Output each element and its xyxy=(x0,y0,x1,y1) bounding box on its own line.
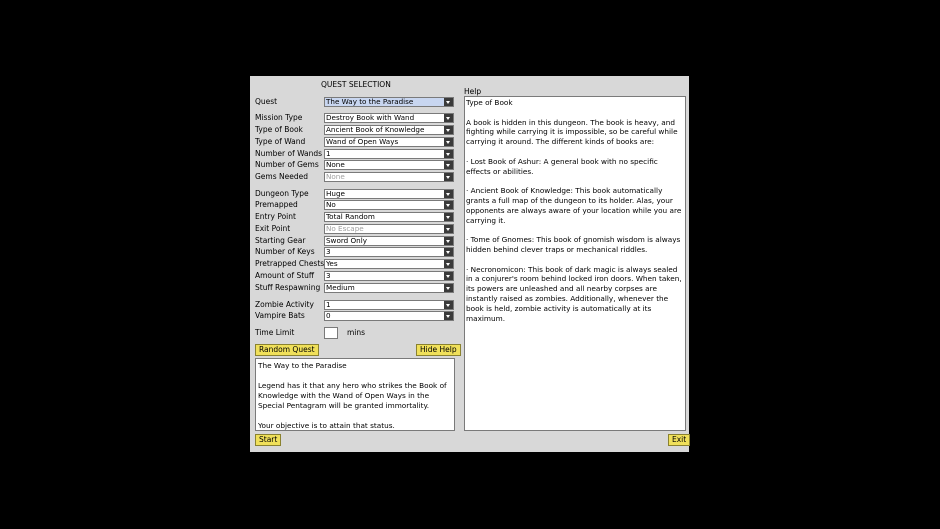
field-label: Premapped xyxy=(255,200,298,209)
field-row xyxy=(255,172,455,182)
field-value: 3 xyxy=(326,271,331,280)
dropdown-arrow-icon[interactable] xyxy=(444,260,453,268)
field-dropdown[interactable] xyxy=(324,149,454,159)
field-label: Pretrapped Chests xyxy=(255,259,325,268)
help-label: Help xyxy=(464,87,482,96)
dropdown-arrow-icon[interactable] xyxy=(444,190,453,198)
time-limit-input[interactable] xyxy=(324,327,338,339)
field-value: 1 xyxy=(326,149,331,158)
random-quest-button[interactable]: Random Quest xyxy=(255,344,319,356)
field-label: Number of Keys xyxy=(255,247,315,256)
field-dropdown[interactable] xyxy=(324,236,454,246)
field-row xyxy=(255,271,455,281)
field-value: None xyxy=(326,172,345,181)
field-dropdown[interactable] xyxy=(324,311,454,321)
field-row xyxy=(255,259,455,269)
field-value: 1 xyxy=(326,300,331,309)
field-dropdown xyxy=(324,224,454,234)
field-label: Entry Point xyxy=(255,212,296,221)
field-label: Number of Gems xyxy=(255,160,319,169)
field-label: Number of Wands xyxy=(255,149,323,158)
field-value: Wand of Open Ways xyxy=(326,137,399,146)
dropdown-arrow-icon[interactable] xyxy=(444,173,453,181)
dropdown-arrow-icon[interactable] xyxy=(444,114,453,122)
field-row xyxy=(255,224,455,234)
field-label: Zombie Activity xyxy=(255,300,314,309)
field-dropdown[interactable] xyxy=(324,113,454,123)
dropdown-arrow-icon[interactable] xyxy=(444,312,453,320)
dropdown-arrow-icon[interactable] xyxy=(444,225,453,233)
quest-description-body: Legend has it that any hero who strikes the Book of Knowledge with the Wand of Open Ways in the Special Pentagram will be granted immortality. xyxy=(258,380,447,410)
field-row xyxy=(255,236,455,246)
help-paragraph: · Lost Book of Ashur: A general book with no specific effects or abilities. xyxy=(466,156,658,176)
dropdown-arrow-icon[interactable] xyxy=(444,98,453,106)
field-label: Vampire Bats xyxy=(255,311,305,320)
dropdown-arrow-icon[interactable] xyxy=(444,126,453,134)
dropdown-arrow-icon[interactable] xyxy=(444,248,453,256)
dialog-title: QUEST SELECTION xyxy=(321,80,391,89)
help-text-box xyxy=(464,96,686,431)
time-limit-unit: mins xyxy=(347,328,366,337)
dropdown-arrow-icon[interactable] xyxy=(444,237,453,245)
field-value: Ancient Book of Knowledge xyxy=(326,125,425,134)
field-value: No Escape xyxy=(326,224,364,233)
field-label: Exit Point xyxy=(255,224,291,233)
field-row xyxy=(255,300,455,310)
hide-help-button[interactable]: Hide Help xyxy=(416,344,461,356)
start-button[interactable]: Start xyxy=(255,434,281,446)
quest-description-title: The Way to the Paradise xyxy=(258,361,347,370)
dropdown-arrow-icon[interactable] xyxy=(444,272,453,280)
field-label: Starting Gear xyxy=(255,236,306,245)
field-dropdown[interactable] xyxy=(324,189,454,199)
field-value: No xyxy=(326,200,336,209)
field-row xyxy=(255,311,455,321)
field-dropdown[interactable] xyxy=(324,137,454,147)
dropdown-arrow-icon[interactable] xyxy=(444,138,453,146)
field-label: Dungeon Type xyxy=(255,189,309,198)
time-limit-row xyxy=(255,328,455,338)
field-dropdown[interactable] xyxy=(324,160,454,170)
dropdown-arrow-icon[interactable] xyxy=(444,301,453,309)
field-row xyxy=(255,149,455,159)
field-dropdown[interactable] xyxy=(324,125,454,135)
field-value: Huge xyxy=(326,189,345,198)
field-label: Quest xyxy=(255,97,278,106)
dropdown-arrow-icon[interactable] xyxy=(444,161,453,169)
field-dropdown[interactable] xyxy=(324,97,454,107)
field-value: Sword Only xyxy=(326,236,367,245)
field-dropdown xyxy=(324,172,454,182)
dropdown-arrow-icon[interactable] xyxy=(444,284,453,292)
field-dropdown[interactable] xyxy=(324,200,454,210)
field-value: None xyxy=(326,160,345,169)
field-row xyxy=(255,189,455,199)
quest-objective: Your objective is to attain that status. xyxy=(258,420,395,430)
field-label: Amount of Stuff xyxy=(255,271,315,280)
field-dropdown[interactable] xyxy=(324,283,454,293)
field-value: Total Random xyxy=(326,212,375,221)
field-value: 0 xyxy=(326,311,331,320)
help-paragraph: A book is hidden in this dungeon. The book is heavy, and fighting while carrying it is impossible, so be careful while carrying it around. The different kinds of books are: xyxy=(466,117,678,147)
dropdown-arrow-icon[interactable] xyxy=(444,213,453,221)
help-paragraph: · Tome of Gnomes: This book of gnomish wisdom is always hidden behind clever traps or mechanical riddles. xyxy=(466,235,681,254)
field-dropdown[interactable] xyxy=(324,271,454,281)
quest-selection-dialog xyxy=(250,76,689,452)
field-dropdown[interactable] xyxy=(324,247,454,257)
field-row xyxy=(255,137,455,147)
quest-description-box xyxy=(255,358,455,431)
field-value: 3 xyxy=(326,247,331,256)
field-dropdown[interactable] xyxy=(324,212,454,222)
field-row xyxy=(255,125,455,135)
field-value: Destroy Book with Wand xyxy=(326,113,415,122)
field-value: Medium xyxy=(326,283,355,292)
dropdown-arrow-icon[interactable] xyxy=(444,201,453,209)
field-row xyxy=(255,247,455,257)
field-row xyxy=(255,113,455,123)
field-label: Gems Needed xyxy=(255,172,308,181)
help-paragraph: · Ancient Book of Knowledge: This book automatically grants a full map of the dungeon to its holder. Alas, your opponents are always aware of your location while you are carrying it. xyxy=(466,186,682,225)
exit-button[interactable]: Exit xyxy=(668,434,690,446)
field-label: Stuff Respawning xyxy=(255,283,321,292)
field-row xyxy=(255,160,455,170)
field-row xyxy=(255,283,455,293)
dropdown-arrow-icon[interactable] xyxy=(444,150,453,158)
field-dropdown[interactable] xyxy=(324,300,454,310)
field-label: Type of Wand xyxy=(255,137,306,146)
time-limit-label: Time Limit xyxy=(255,328,295,337)
field-label: Mission Type xyxy=(255,113,303,122)
field-value: Yes xyxy=(326,259,338,268)
help-heading: Type of Book xyxy=(466,98,513,107)
field-value: The Way to the Paradise xyxy=(326,97,414,106)
help-paragraph: · Necronomicon: This book of dark magic is always sealed in a conjurer's room behind locked iron doors. When taken, its powers are unleashed and all nearby corpses are instantly raised as zombies. Additionally, whenever the book is held, zombie activity is automatically at its maximum. xyxy=(466,264,682,323)
field-row xyxy=(255,212,455,222)
field-row xyxy=(255,97,455,107)
field-dropdown[interactable] xyxy=(324,259,454,269)
field-row xyxy=(255,200,455,210)
field-label: Type of Book xyxy=(255,125,303,134)
